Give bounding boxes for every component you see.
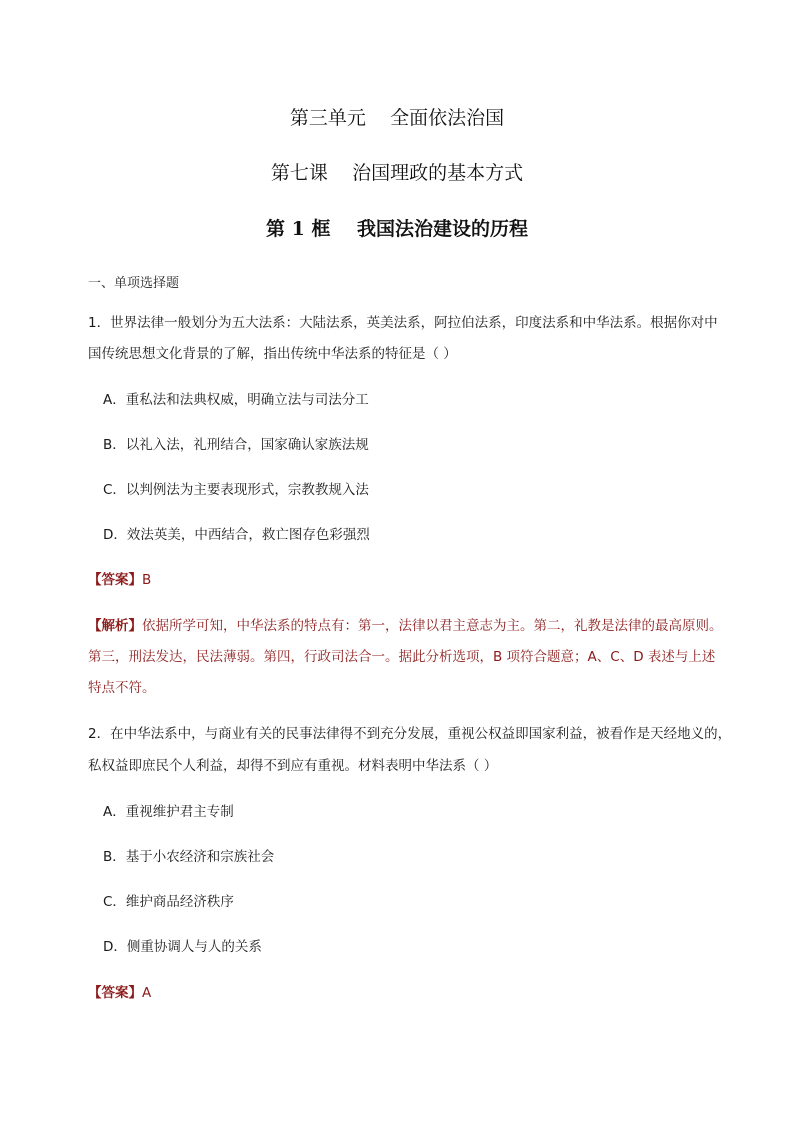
question-1-analysis-line-2: 第三，刑法发达，民法薄弱。第四，行政司法合一。据此分析选项，B 项符合题意；A、C、D 表述与上述 — [88, 649, 716, 665]
question-1-stem-line-1: 1．世界法律一般划分为五大法系：大陆法系，英美法系，阿拉伯法系，印度法系和中华法系。根据你对中 — [88, 315, 718, 331]
question-1-stem-line-2: 国传统思想文化背景的了解，指出传统中华法系的特征是（ ） — [88, 346, 457, 362]
question-1-analysis-line-3: 特点不符。 — [88, 680, 156, 696]
answer-value: A — [142, 985, 152, 1001]
analysis-text-1: 依据所学可知，中华法系的特点有：第一，法律以君主意志为主。第二，礼教是法律的最高原则。 — [142, 618, 723, 634]
section-heading: 一、单项选择题 — [88, 276, 180, 291]
question-2-stem-line-1: 2．在中华法系中，与商业有关的民事法律得不到充分发展，重视公权益即国家利益，被看作是天经地义的， — [88, 726, 732, 742]
question-2-option-c: C．维护商品经济秩序 — [103, 894, 234, 910]
question-2-option-d: D．侧重协调人与人的关系 — [103, 939, 262, 955]
question-1-analysis-line-1 — [88, 616, 723, 636]
lesson-title: 第七课 治国理政的基本方式 — [270, 162, 524, 184]
question-1-option-c: C．以判例法为主要表现形式，宗教教规入法 — [103, 482, 369, 498]
answer-label: 【答案】 — [88, 985, 142, 1001]
question-1-answer — [88, 570, 151, 590]
answer-value: B — [142, 572, 152, 588]
unit-title: 第三单元 全面依法治国 — [289, 107, 505, 129]
question-1-option-b: B．以礼入法，礼刑结合，国家确认家族法规 — [103, 437, 369, 453]
answer-label: 【答案】 — [88, 572, 142, 588]
frame-title: 第 1 框 我国法治建设的历程 — [266, 218, 528, 240]
question-2-option-a: A．重视维护君主专制 — [103, 804, 234, 820]
question-2-answer — [88, 983, 151, 1003]
question-2-stem-line-2: 私权益即庶民个人利益，却得不到应有重视。材料表明中华法系（ ） — [88, 758, 498, 774]
question-1-option-d: D．效法英美，中西结合，救亡图存色彩强烈 — [103, 527, 370, 543]
question-2-option-b: B．基于小农经济和宗族社会 — [103, 849, 275, 865]
analysis-label: 【解析】 — [88, 618, 142, 634]
question-1-option-a: A．重私法和法典权威，明确立法与司法分工 — [103, 392, 369, 408]
